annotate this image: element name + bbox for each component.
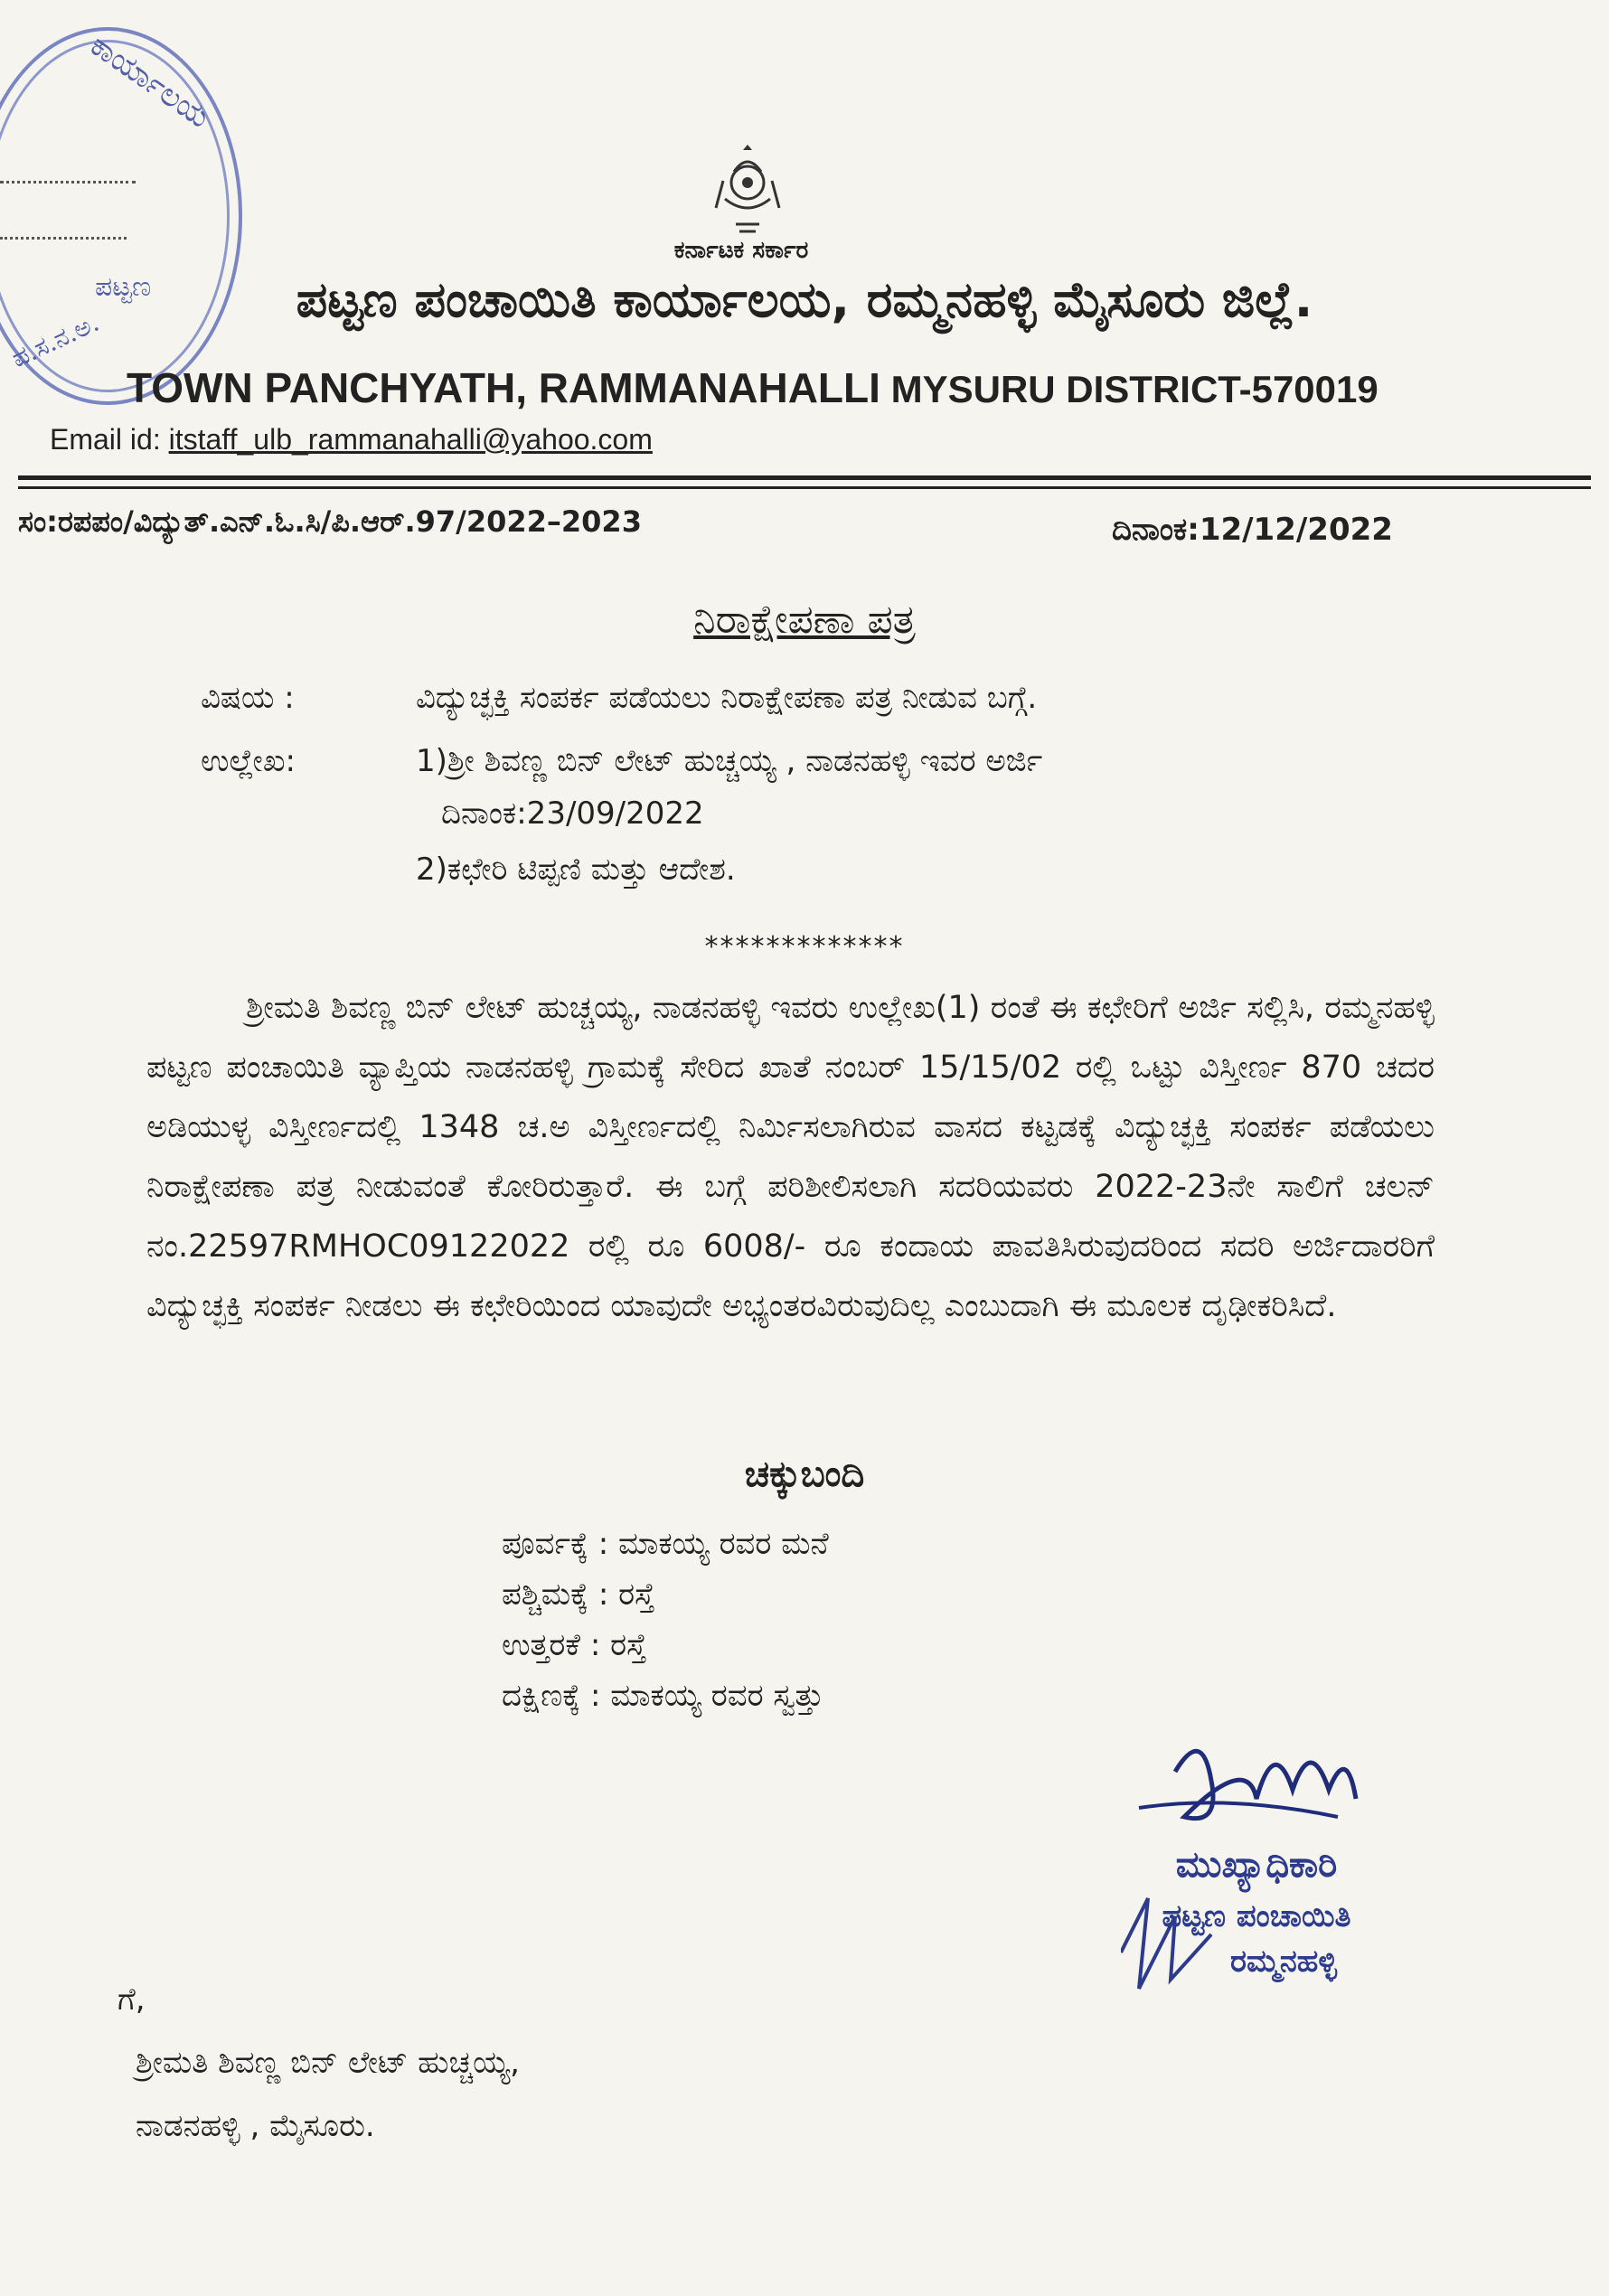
recipient-address: ನಾಡನಹಳ್ಳಿ , ಮೈಸೂರು. — [136, 2108, 375, 2144]
government-label: ಕರ್ನಾಟಕ ಸರ್ಕಾರ — [673, 237, 809, 264]
boundary-west: ಪಶ್ಚಿಮಕ್ಕೆ : ರಸ್ತೆ — [502, 1576, 655, 1613]
reference-item-1: 1)ಶ್ರೀ ಶಿವಣ್ಣ ಬಿನ್ ಲೇಟ್ ಹುಚ್ಚಯ್ಯ , ನಾಡನಹಳ್ಳಿ ಇವರ ಅರ್ಜಿ — [416, 743, 1043, 779]
recipient-to: ಗೆ, — [118, 1981, 146, 2018]
separator: ************* — [704, 931, 905, 963]
letter-heading-text: ನಿರಾಕ್ಷೇಪಣಾ ಪತ್ರ — [693, 597, 916, 643]
signature-designation: ಮುಖ್ಯಾಧಿಕಾರಿ — [1175, 1844, 1338, 1886]
letter-heading — [0, 597, 1609, 643]
email-link[interactable]: itstaff_ulb_rammanahalli@yahoo.com — [168, 423, 653, 456]
letter-body: ಶ್ರೀಮತಿ ಶಿವಣ್ಣ ಬಿನ್ ಲೇಟ್ ಹುಚ್ಚಯ್ಯ, ನಾಡನಹಳ್ಳಿ ಇವರು ಉಲ್ಲೇಖ(1) ರಂತೆ ಈ ಕಛೇರಿಗೆ ಅರ್ಜಿ ಸಲ್ಲಿಸಿ, ರಮ್ಮನಹಳ್ಳಿ ಪಟ್ಟಣ ಪಂಚಾಯಿತಿ ವ್ಯಾಪ್ತಿಯ ನಾಡನಹಳ್ಳಿ ಗ್ರಾಮಕ್ಕೆ ಸೇರಿದ ಖಾತೆ ನಂಬರ್ 15/15/02 ರಲ್ಲಿ ಒಟ್ಟು ವಿಸ್ತೀರ್ಣ 870 ಚದರ ಅಡಿಯುಳ್ಳ ವಿಸ್ತೀರ್ಣದಲ್ಲಿ 1348 ಚ.ಅ ವಿಸ್ತೀರ್ಣದಲ್ಲಿ ನಿರ್ಮಿಸಲಾಗಿರುವ ವಾಸದ ಕಟ್ಟಡಕ್ಕೆ ವಿದ್ಯುಚ್ಛಕ್ತಿ ಸಂಪರ್ಕ ಪಡೆಯಲು ನಿರಾಕ್ಷೇಪಣಾ ಪತ್ರ ನೀಡುವಂತೆ ಕೋರಿರುತ್ತಾರೆ. ಈ ಬಗ್ಗೆ ಪರಿಶೀಲಿಸಲಾಗಿ ಸದರಿಯವರು 2022-23ನೇ ಸಾಲಿಗೆ ಚಲನ್ ನಂ.22597RMHOC09122022 ರಲ್ಲಿ ರೂ 6008/- ರೂ ಕಂದಾಯ ಪಾವತಿಸಿರುವುದರಿಂದ ಸದರಿ ಅರ್ಜಿದಾರರಿಗೆ ವಿದ್ಯುಚ್ಛಕ್ತಿ ಸಂಪರ್ಕ ನೀಡಲು ಈ ಕಛೇರಿಯಿಂದ ಯಾವುದೇ ಅಭ್ಯಂತರವಿರುವುದಿಲ್ಲ ಎಂಬುದಾಗಿ ಈ ಮೂಲಕ ದೃಢೀಕರಿಸಿದೆ. — [146, 990, 1435, 1324]
reference-item-1-date: ದಿನಾಂಕ:23/09/2022 — [441, 795, 704, 832]
boundary-south: ದಕ್ಷಿಣಕ್ಕೆ : ಮಾಕಯ್ಯ ರವರ ಸ್ವತ್ತು — [502, 1678, 824, 1714]
header-divider-thin — [18, 486, 1591, 489]
signature-office-line2: ರಮ್ಮನಹಳ್ಳಿ — [1229, 1943, 1338, 1980]
seal-text-bottom: ಪ.ಸ.ನ.ಅ. — [6, 306, 104, 374]
recipient-name: ಶ್ರೀಮತಿ ಶಿವಣ್ಣ ಬಿನ್ ಲೇಟ್ ಹುಚ್ಚಯ್ಯ, — [136, 2045, 520, 2081]
reference-item-2: 2)ಕಛೇರಿ ಟಿಪ್ಪಣಿ ಮತ್ತು ಆದೇಶ. — [416, 852, 736, 888]
letter-date: ದಿನಾಂಕ:12/12/2022 — [1112, 512, 1393, 548]
karnataka-emblem-icon — [698, 145, 797, 244]
reference-number: ಸಂ:ರಪಪಂ/ವಿದ್ಯುತ್.ಎನ್.ಓ.ಸಿ/ಪಿ.ಆರ್.97/2022–2023 — [18, 504, 642, 539]
boundary-east: ಪೂರ್ವಕ್ಕೆ : ಮಾಕಯ್ಯ ರವರ ಮನೆ — [502, 1526, 829, 1562]
seal-dotted-line-2 — [0, 237, 127, 240]
seal-text-top: ಕಾರ್ಯಾಲಯ — [83, 27, 217, 136]
signature-office-line1: ಪಟ್ಟಣ ಪಂಚಾಯಿತಿ — [1162, 1898, 1351, 1934]
office-name-english: TOWN PANCHYATH, RAMMANAHALLI — [127, 364, 880, 411]
office-title-english — [127, 363, 1378, 412]
email-line — [50, 423, 653, 456]
seal-dotted-line-1 — [0, 181, 136, 183]
subject-label: ವಿಷಯ : — [201, 680, 295, 716]
boundaries-title: ಚಕ್ಕುಬಂದಿ — [744, 1454, 865, 1495]
header-divider-thick — [18, 475, 1591, 480]
seal-text-side: ಪಟ್ಟಣ — [95, 271, 152, 303]
reference-label: ಉಲ್ಲೇಖ: — [201, 743, 296, 779]
office-title-kannada: ಪಟ್ಟಣ ಪಂಚಾಯಿತಿ ಕಾರ್ಯಾಲಯ, ರಮ್ಮನಹಳ್ಳಿ ಮೈಸೂರು ಜಿಲ್ಲೆ. — [296, 271, 1313, 328]
subject-text: ವಿದ್ಯುಚ್ಛಕ್ತಿ ಸಂಪರ್ಕ ಪಡೆಯಲು ನಿರಾಕ್ಷೇಪಣಾ ಪತ್ರ ನೀಡುವ ಬಗ್ಗೆ. — [416, 680, 1038, 716]
boundary-north: ಉತ್ತರಕೆ : ರಸ್ತೆ — [502, 1627, 647, 1663]
office-district-english: MYSURU DISTRICT-570019 — [890, 368, 1378, 410]
email-label: Email id: — [50, 423, 161, 456]
